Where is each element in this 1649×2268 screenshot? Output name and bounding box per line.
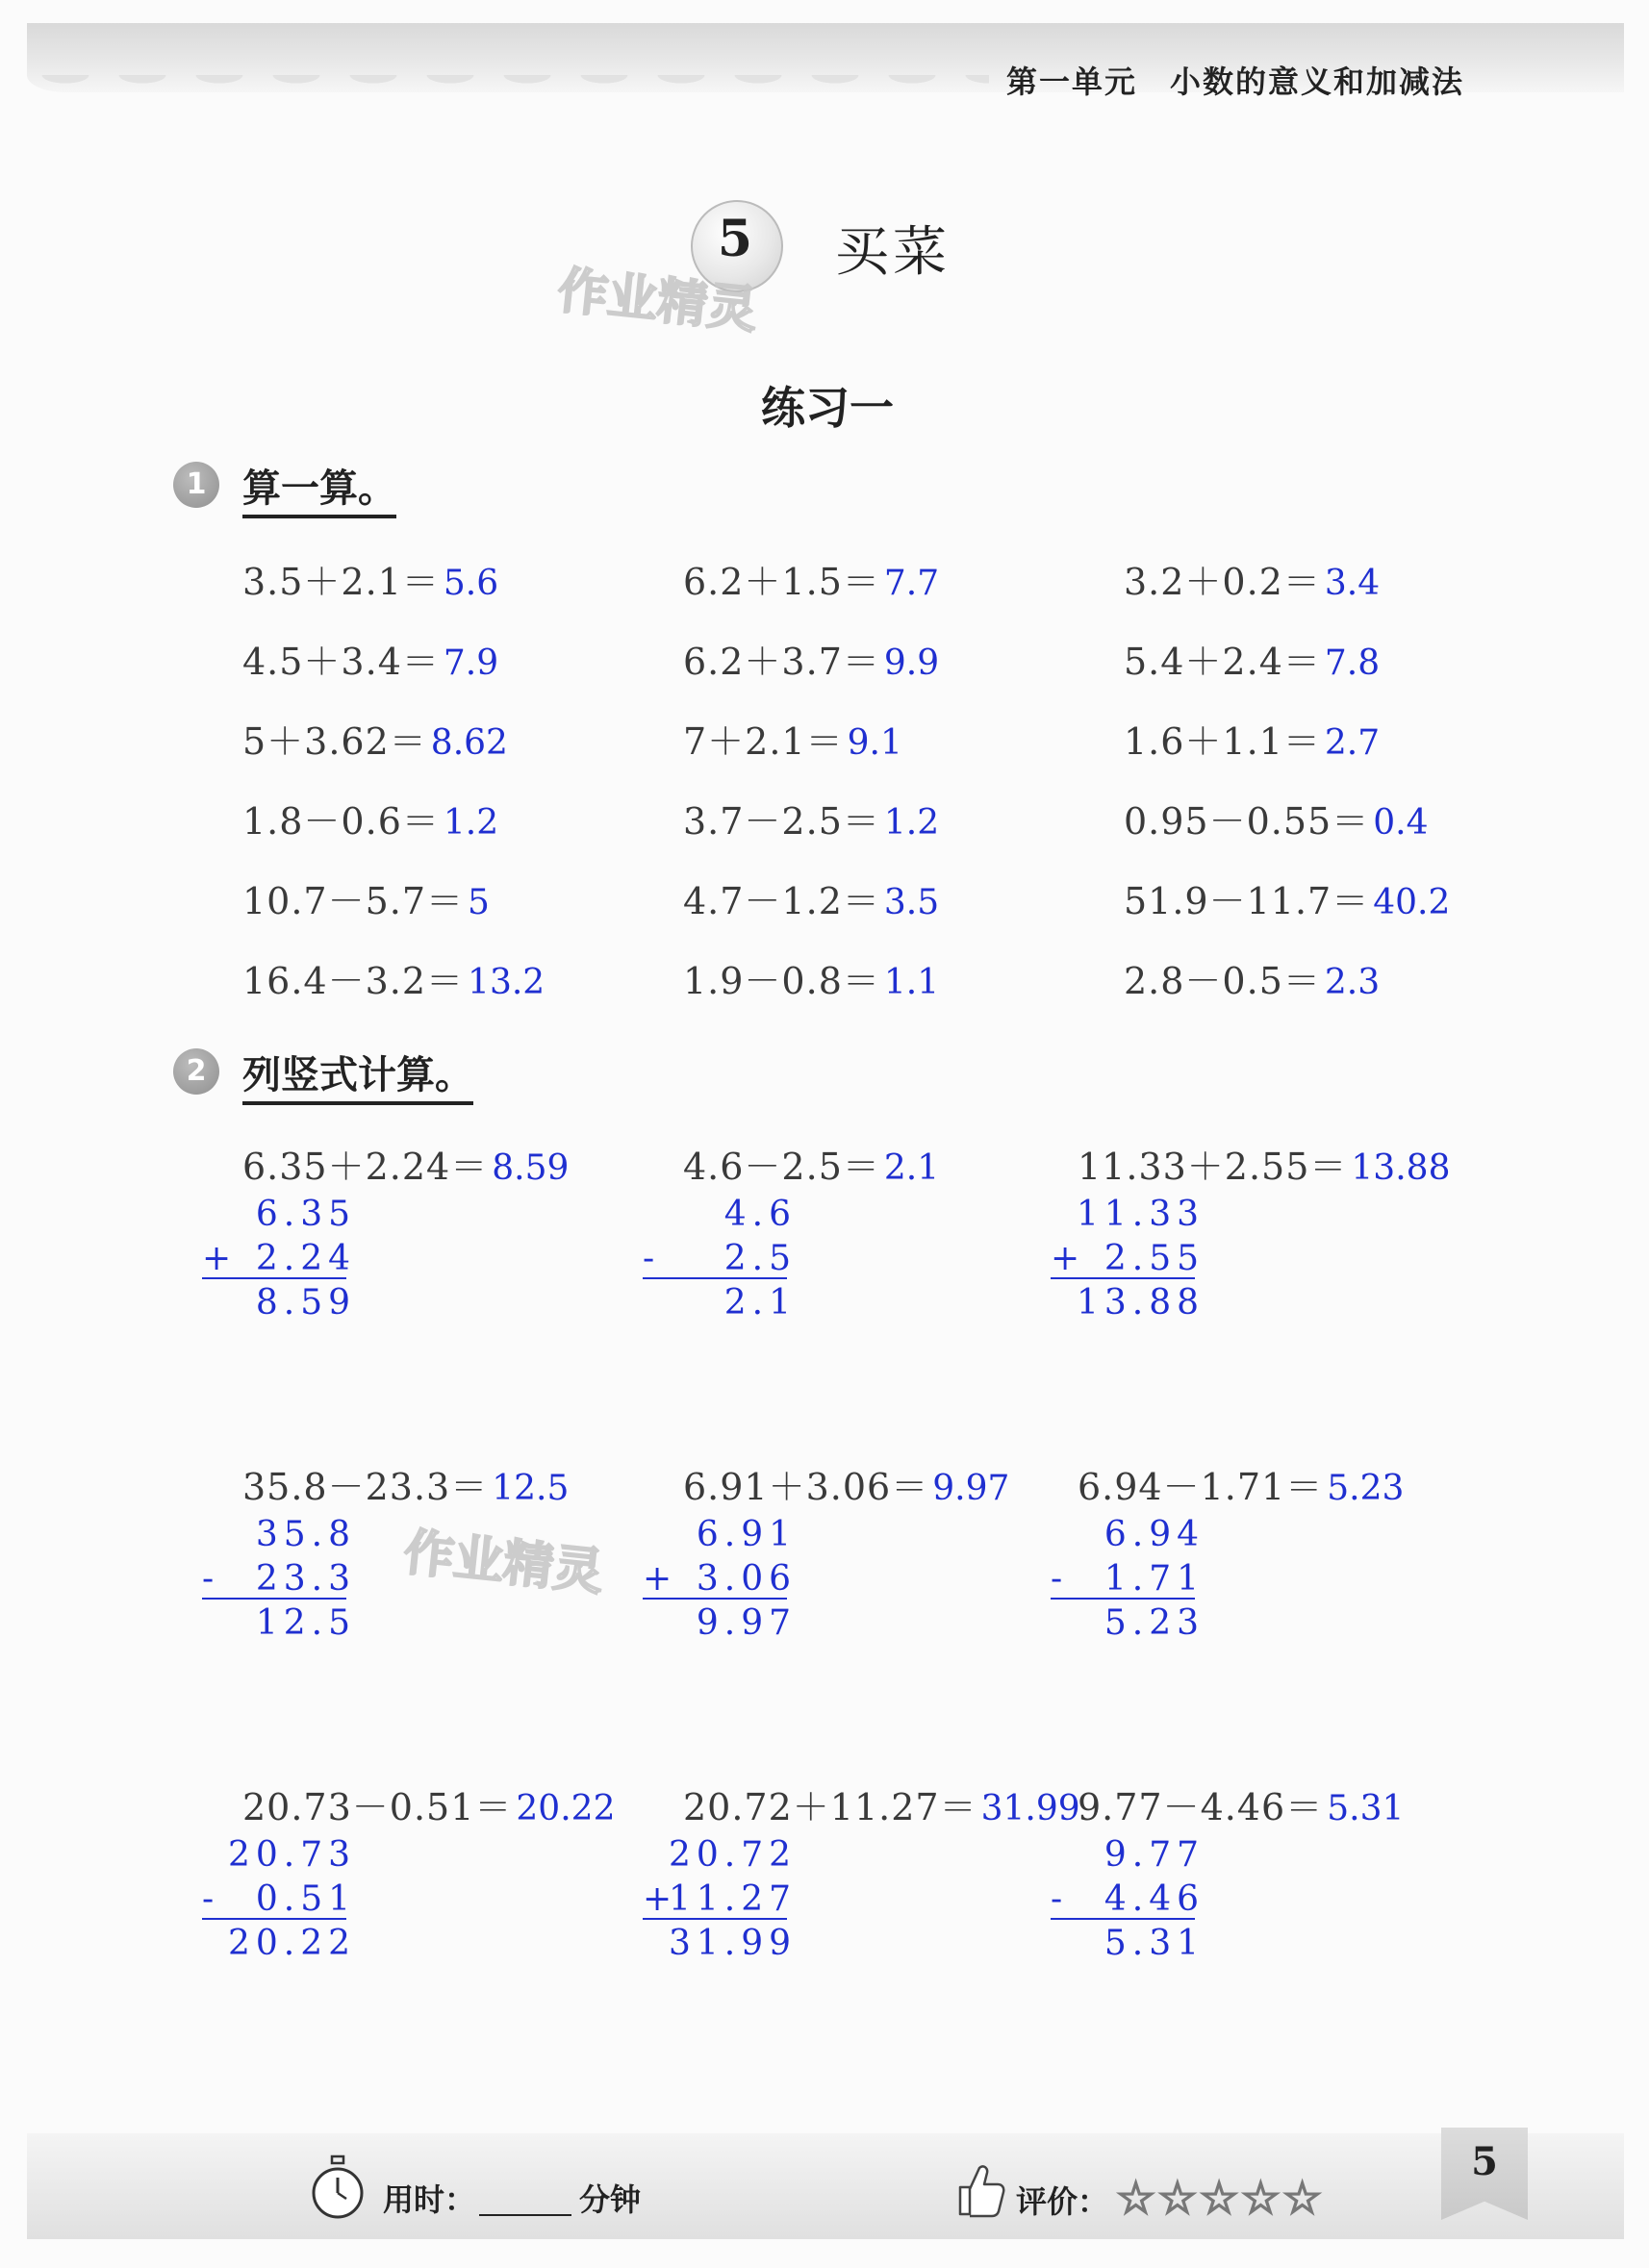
equation-answer[interactable]: 40.2	[1373, 883, 1451, 922]
vertical-bottom-operand-value: 0.51	[255, 1879, 356, 1919]
equation-item	[1078, 1137, 1450, 1190]
equation-item	[1124, 792, 1429, 844]
equation-expression: 3.5＋2.1＝	[242, 561, 440, 603]
equation-answer[interactable]: 5.6	[443, 564, 499, 603]
vertical-top-operand	[643, 1833, 835, 1877]
equation-expression: 35.8－23.3＝	[242, 1466, 489, 1508]
equation-expression: 6.91＋3.06＝	[683, 1466, 929, 1508]
vertical-result	[1051, 1601, 1243, 1646]
rating-stars[interactable]: ☆☆☆☆☆	[1116, 2172, 1325, 2224]
vertical-bottom-operand-value: 4.46	[1104, 1879, 1205, 1919]
equation-answer[interactable]: 7.7	[883, 564, 940, 603]
vertical-calculation	[1051, 1833, 1243, 1966]
equation-answer[interactable]: 20.22	[516, 1789, 616, 1828]
page-number: 5	[1471, 2139, 1498, 2184]
equation-answer[interactable]: 1.2	[443, 803, 499, 843]
operator-sign: -	[202, 1879, 215, 1919]
vertical-calculation	[202, 1193, 394, 1325]
operator-sign: +	[1051, 1239, 1080, 1278]
operator-sign: -	[1051, 1559, 1063, 1599]
vertical-result-line	[202, 1598, 346, 1600]
vertical-result-line	[202, 1277, 346, 1279]
equation-expression: 16.4－3.2＝	[242, 960, 465, 1002]
equation-expression: 20.72＋11.27＝	[683, 1786, 977, 1828]
vertical-bottom-operand-value: 1.71	[1104, 1559, 1205, 1599]
vertical-result	[1051, 1922, 1243, 1966]
vertical-result-value: 31.99	[668, 1924, 797, 1963]
equation-item	[683, 871, 939, 924]
equation-item	[242, 871, 490, 924]
thumbs-up-icon	[952, 2158, 1006, 2220]
vertical-bottom-operand	[643, 1557, 835, 1601]
equation-expression: 2.8－0.5＝	[1124, 960, 1321, 1002]
equation-item	[683, 951, 939, 1004]
equation-item	[1078, 1457, 1404, 1510]
equation-item	[242, 1777, 615, 1830]
vertical-result-line	[643, 1277, 787, 1279]
vertical-bottom-operand-value: 2.24	[255, 1239, 356, 1278]
vertical-calculation	[643, 1513, 835, 1646]
equation-item	[242, 1457, 569, 1510]
equation-answer[interactable]: 2.1	[883, 1148, 940, 1188]
vertical-top-operand	[202, 1833, 394, 1877]
equation-item	[683, 1137, 939, 1190]
vertical-calculation	[1051, 1193, 1243, 1325]
equation-answer[interactable]: 3.4	[1324, 564, 1381, 603]
vertical-result-line	[1051, 1918, 1195, 1920]
vertical-result-value: 20.22	[227, 1924, 356, 1963]
equation-item	[242, 552, 498, 605]
equation-item	[1124, 871, 1450, 924]
vertical-top-operand-value: 11.33	[1076, 1195, 1205, 1234]
vertical-bottom-operand	[643, 1877, 835, 1922]
vertical-result	[202, 1922, 394, 1966]
vertical-result-value: 2.1	[723, 1283, 797, 1323]
vertical-top-operand	[202, 1513, 394, 1557]
equation-expression: 3.7－2.5＝	[683, 800, 880, 843]
operator-sign: +	[643, 1879, 672, 1919]
equation-answer[interactable]: 5.23	[1327, 1469, 1405, 1508]
equation-item	[242, 632, 498, 685]
vertical-top-operand-value: 6.91	[696, 1515, 797, 1554]
operator-sign: -	[1051, 1879, 1063, 1919]
watermark: 作业精灵	[554, 262, 761, 340]
equation-expression: 10.7－5.7＝	[242, 880, 465, 922]
vertical-top-operand-value: 6.35	[255, 1195, 356, 1234]
equation-expression: 6.2＋3.7＝	[683, 641, 880, 683]
vertical-bottom-operand-value: 2.5	[723, 1239, 797, 1278]
vertical-result-line	[1051, 1598, 1195, 1600]
equation-expression: 6.35＋2.24＝	[242, 1146, 489, 1188]
equation-expression: 6.94－1.71＝	[1078, 1466, 1324, 1508]
vertical-bottom-operand	[1051, 1237, 1243, 1281]
vertical-result-value: 8.59	[255, 1283, 356, 1323]
equation-expression: 1.6＋1.1＝	[1124, 720, 1321, 763]
equation-item	[1124, 552, 1380, 605]
equation-item	[1078, 1777, 1404, 1830]
equation-expression: 20.73－0.51＝	[242, 1786, 513, 1828]
equation-answer[interactable]: 3.5	[883, 883, 940, 922]
lesson-number: 5	[717, 210, 753, 268]
equation-answer[interactable]: 9.9	[883, 643, 940, 683]
equation-answer[interactable]: 13.2	[468, 963, 545, 1002]
equation-answer[interactable]: 12.5	[492, 1469, 570, 1508]
equation-item	[683, 632, 939, 685]
vertical-result	[643, 1281, 835, 1325]
vertical-result	[202, 1281, 394, 1325]
vertical-bottom-operand-value: 23.3	[255, 1559, 356, 1599]
equation-answer[interactable]: 13.88	[1351, 1148, 1451, 1188]
vertical-bottom-operand	[202, 1877, 394, 1922]
time-blank[interactable]	[479, 2214, 571, 2216]
vertical-result	[643, 1601, 835, 1646]
operator-sign: -	[202, 1559, 215, 1599]
equation-expression: 4.5＋3.4＝	[242, 641, 440, 683]
vertical-bottom-operand-value: 3.06	[696, 1559, 797, 1599]
equation-answer[interactable]: 5.31	[1327, 1789, 1405, 1828]
question-1-title: 算一算。	[242, 458, 396, 518]
equation-item	[683, 1777, 1080, 1830]
vertical-result	[643, 1922, 835, 1966]
vertical-result-value: 5.23	[1104, 1603, 1205, 1643]
equation-answer[interactable]: 0.4	[1373, 803, 1429, 843]
vertical-bottom-operand	[1051, 1877, 1243, 1922]
vertical-bottom-operand	[1051, 1557, 1243, 1601]
equation-expression: 11.33＋2.55＝	[1078, 1146, 1348, 1188]
equation-expression: 4.7－1.2＝	[683, 880, 880, 922]
question-2-title: 列竖式计算。	[242, 1045, 473, 1105]
equation-item	[683, 552, 939, 605]
vertical-top-operand-value: 6.94	[1104, 1515, 1205, 1554]
vertical-bottom-operand	[643, 1237, 835, 1281]
unit-title: 第一单元 小数的意义和加减法	[1005, 63, 1464, 100]
operator-sign: +	[202, 1239, 232, 1278]
equation-item	[242, 1137, 569, 1190]
equation-item	[683, 1457, 1009, 1510]
equation-answer[interactable]: 9.1	[847, 723, 902, 763]
vertical-top-operand	[1051, 1513, 1243, 1557]
equation-answer[interactable]: 2.3	[1324, 963, 1381, 1002]
operator-sign: -	[643, 1239, 655, 1278]
equation-answer[interactable]: 7.9	[443, 643, 499, 683]
footer-band	[27, 2133, 1624, 2239]
equation-expression: 1.8－0.6＝	[242, 800, 440, 843]
vertical-result-line	[643, 1598, 787, 1600]
vertical-calculation	[643, 1833, 835, 1966]
equation-answer[interactable]: 7.8	[1324, 643, 1381, 683]
equation-answer[interactable]: 2.7	[1324, 723, 1381, 763]
equation-answer[interactable]: 31.99	[980, 1789, 1080, 1828]
equation-expression: 3.2＋0.2＝	[1124, 561, 1321, 603]
equation-expression: 51.9－11.7＝	[1124, 880, 1370, 922]
equation-item	[242, 712, 508, 765]
vertical-calculation	[643, 1193, 835, 1325]
vertical-top-operand	[643, 1193, 835, 1237]
vertical-top-operand-value: 20.72	[668, 1835, 797, 1875]
vertical-result-line	[643, 1918, 787, 1920]
equation-answer[interactable]: 1.2	[883, 803, 940, 843]
question-2-badge: 2	[173, 1048, 219, 1095]
time-unit: 分钟	[579, 2181, 642, 2218]
vertical-top-operand-value: 4.6	[723, 1195, 797, 1234]
question-1-badge: 1	[173, 462, 219, 508]
equation-expression: 4.6－2.5＝	[683, 1146, 880, 1188]
vertical-bottom-operand	[202, 1237, 394, 1281]
equation-answer[interactable]: 9.97	[932, 1469, 1010, 1508]
section-title: 练习一	[761, 382, 894, 434]
vertical-calculation	[202, 1513, 394, 1646]
equation-expression: 6.2＋1.5＝	[683, 561, 880, 603]
vertical-top-operand	[1051, 1193, 1243, 1237]
header-decoration	[27, 75, 989, 104]
lesson-title: 买菜	[835, 221, 951, 284]
equation-item	[242, 792, 498, 844]
stopwatch-icon	[308, 2155, 368, 2222]
vertical-result-value: 12.5	[255, 1603, 356, 1643]
equation-item	[683, 792, 939, 844]
vertical-result-value: 13.88	[1076, 1283, 1205, 1323]
equation-answer[interactable]: 1.1	[883, 963, 940, 1002]
equation-answer[interactable]: 5	[468, 883, 490, 922]
vertical-bottom-operand	[202, 1557, 394, 1601]
equation-expression: 9.77－4.46＝	[1078, 1786, 1324, 1828]
watermark: 作业精灵	[400, 1524, 607, 1602]
vertical-result-value: 9.97	[696, 1603, 797, 1643]
equation-answer[interactable]: 8.59	[492, 1148, 570, 1188]
vertical-bottom-operand-value: 11.27	[668, 1879, 797, 1919]
vertical-calculation	[202, 1833, 394, 1966]
equation-expression: 7＋2.1＝	[683, 720, 844, 763]
operator-sign: +	[643, 1559, 672, 1599]
vertical-top-operand-value: 35.8	[255, 1515, 356, 1554]
equation-item	[1124, 951, 1380, 1004]
equation-expression: 1.9－0.8＝	[683, 960, 880, 1002]
time-label: 用时：	[383, 2181, 476, 2218]
vertical-top-operand	[202, 1193, 394, 1237]
vertical-top-operand-value: 20.73	[227, 1835, 356, 1875]
equation-item	[1124, 632, 1380, 685]
equation-expression: 5.4＋2.4＝	[1124, 641, 1321, 683]
equation-answer[interactable]: 8.62	[430, 723, 508, 763]
equation-expression: 0.95－0.55＝	[1124, 800, 1370, 843]
vertical-calculation	[1051, 1513, 1243, 1646]
rating-label: 评价：	[1016, 2183, 1109, 2220]
equation-item	[683, 712, 902, 765]
vertical-bottom-operand-value: 2.55	[1104, 1239, 1205, 1278]
vertical-result-line	[202, 1918, 346, 1920]
vertical-result-line	[1051, 1277, 1195, 1279]
vertical-result	[1051, 1281, 1243, 1325]
equation-item	[242, 951, 545, 1004]
vertical-top-operand	[643, 1513, 835, 1557]
equation-item	[1124, 712, 1380, 765]
vertical-top-operand	[1051, 1833, 1243, 1877]
vertical-result	[202, 1601, 394, 1646]
vertical-result-value: 5.31	[1104, 1924, 1205, 1963]
vertical-top-operand-value: 9.77	[1104, 1835, 1205, 1875]
equation-expression: 5＋3.62＝	[242, 720, 427, 763]
